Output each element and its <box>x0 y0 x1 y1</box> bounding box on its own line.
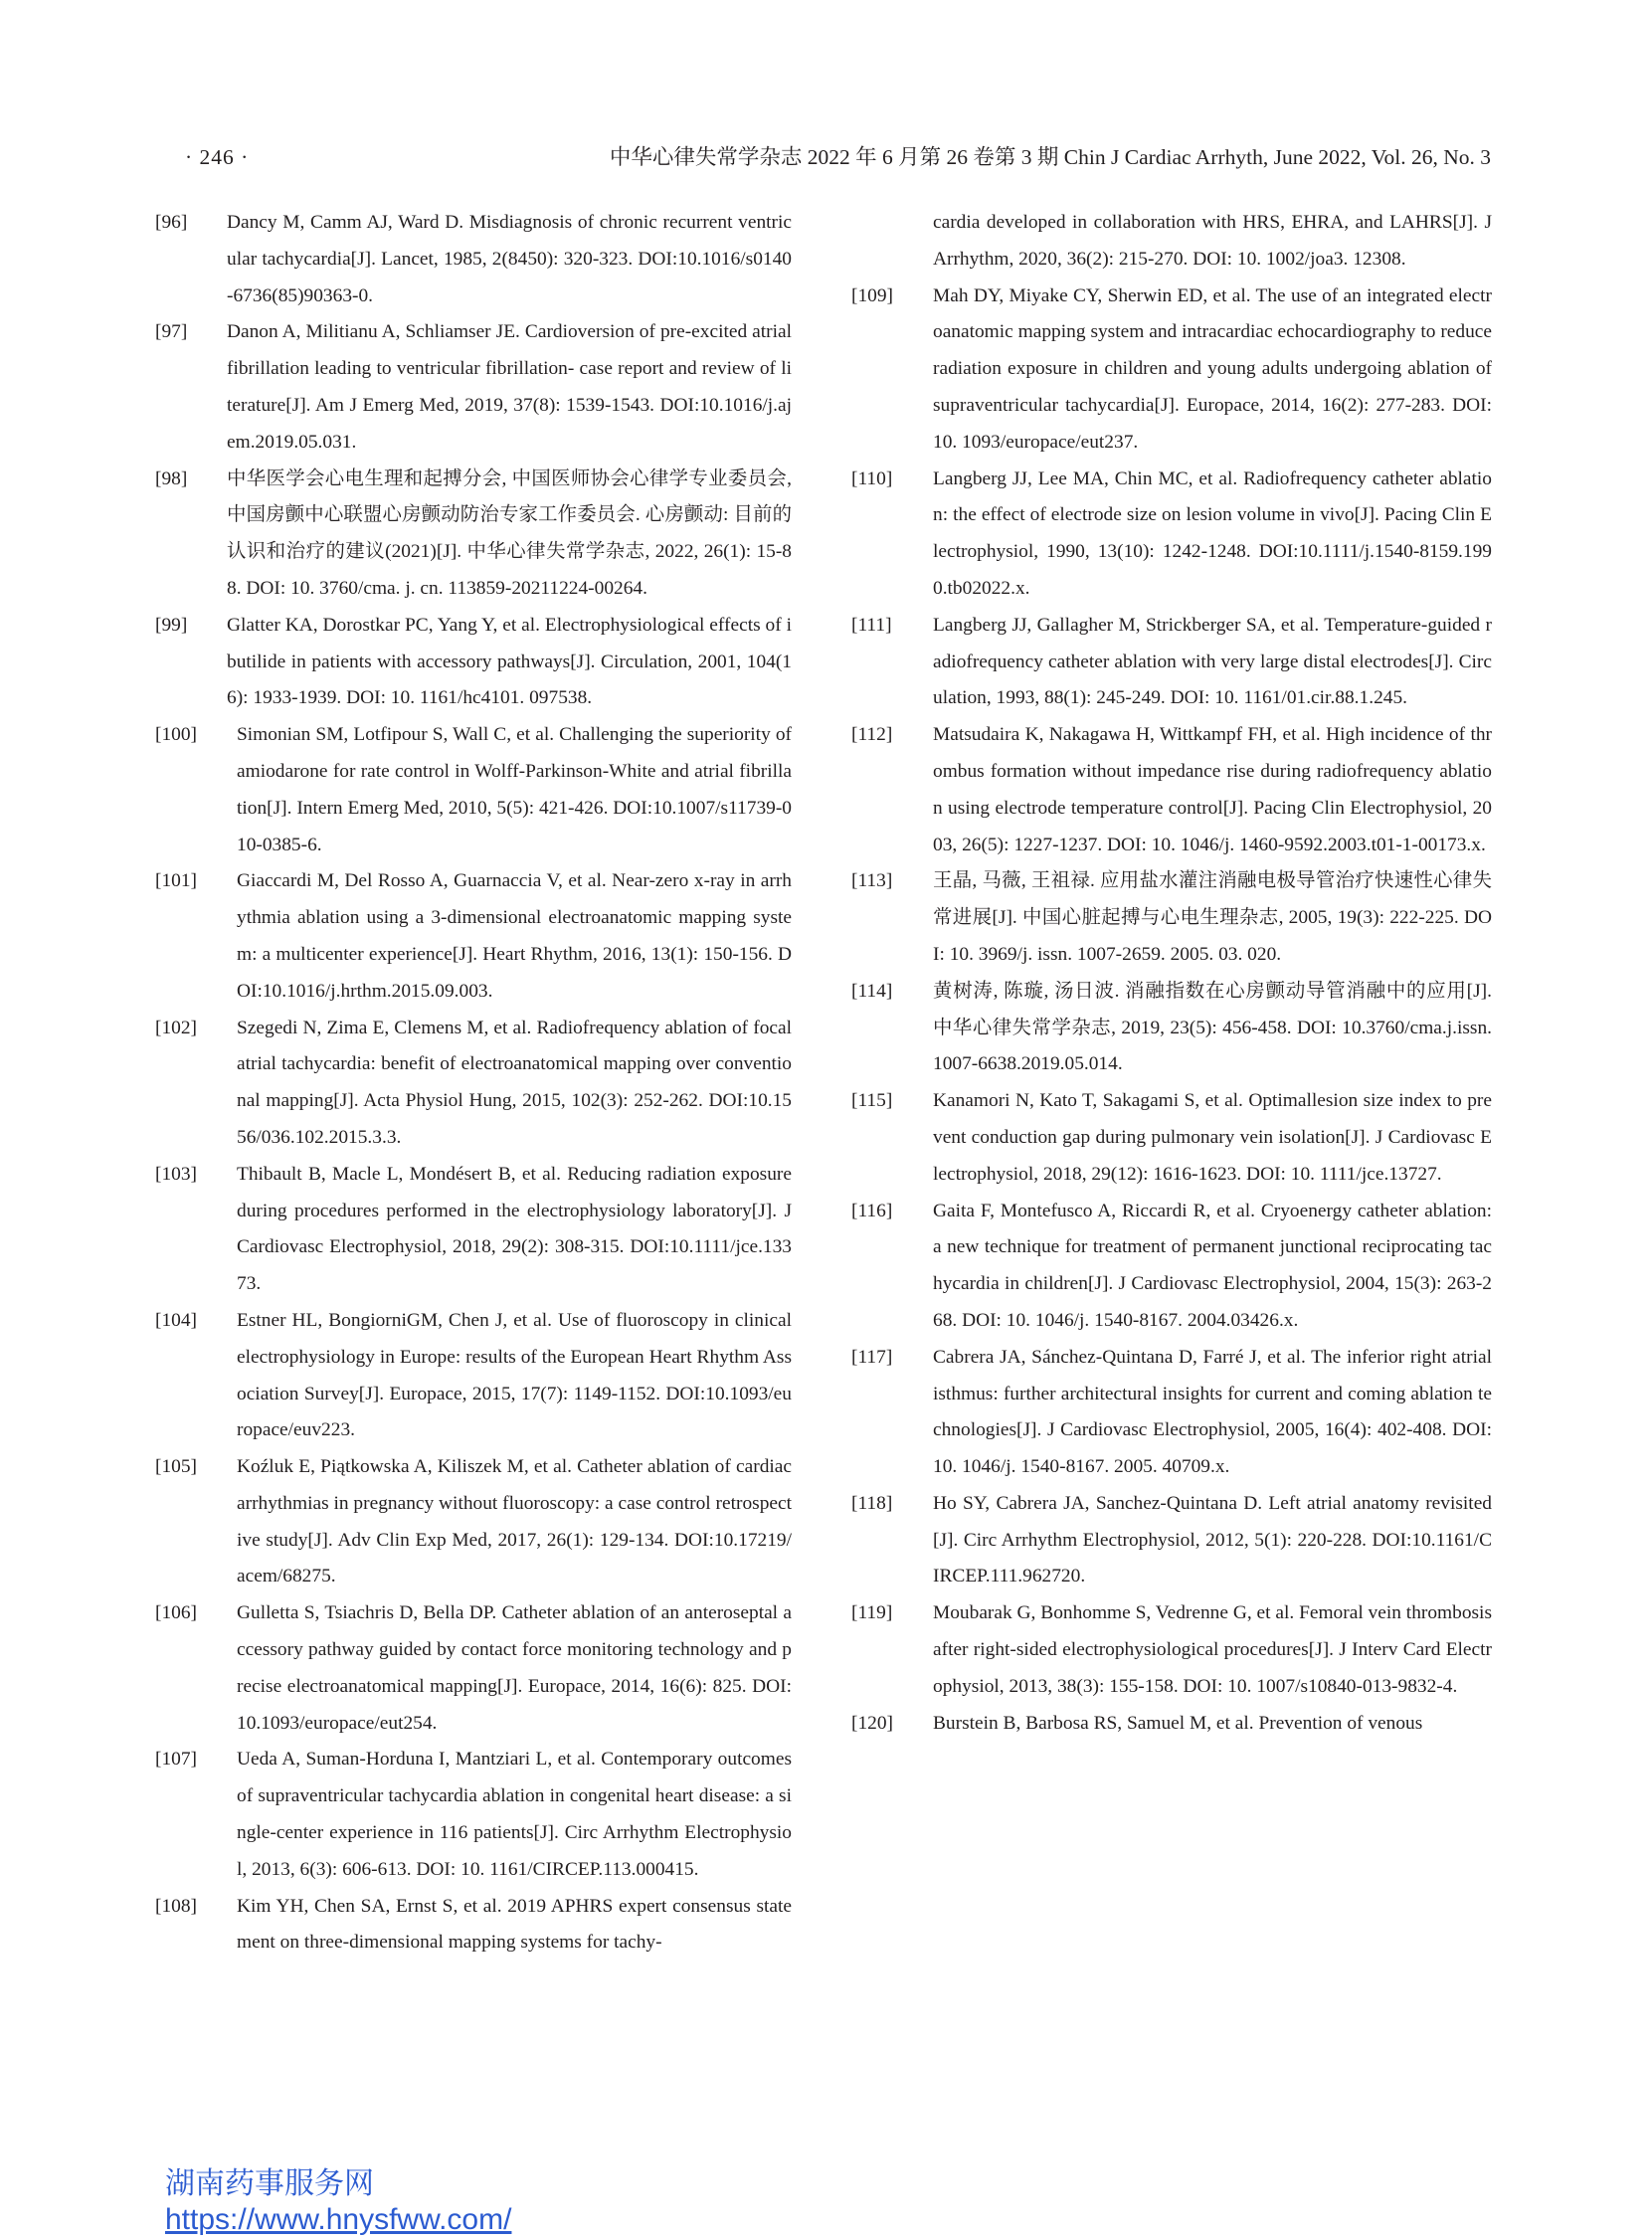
reference-number: [115] <box>851 1090 893 1112</box>
reference-text: Moubarak G, Bonhomme S, Vedrenne G, et al. Femoral vein thrombosis after right-sided electrophysiological procedures[J]. J Interv Card Electrophysiol, 2013, 38(3): 155-158. DOI: 10. 1007/s10840-013-9832-4. <box>933 1602 1492 1697</box>
reference-number: [116] <box>851 1200 893 1221</box>
reference-text: Dancy M, Camm AJ, Ward D. Misdiagnosis of chronic recurrent ventricular tachycardia[J]. Lancet, 1985, 2(8450): 320-323. DOI:10.1016/s0140-6736(85)90363-0. <box>227 212 792 306</box>
reference-number: [109] <box>851 284 894 306</box>
reference-item <box>851 279 1492 462</box>
reference-number: [108] <box>155 1895 198 1917</box>
reference-text: Gulletta S, Tsiachris D, Bella DP. Catheter ablation of an anteroseptal accessory pathway guided by contact force monitoring technology and precise electroanatomical mapping[J]. Europace, 2014, 16(6): 825. DOI:10.1093/europace/eut254. <box>237 1602 792 1734</box>
reference-number: [98] <box>155 467 188 489</box>
reference-column-left <box>155 205 792 1961</box>
reference-item <box>851 608 1492 717</box>
reference-number: [102] <box>155 1017 198 1038</box>
reference-text: Langberg JJ, Gallagher M, Strickberger SA, et al. Temperature-guided radiofrequency catheter ablation with very large distal electrodes[J]. Circulation, 1993, 88(1): 245-249. DOI: 10. 1161/01.cir.88.1.245. <box>933 614 1492 709</box>
reference-text: Ueda A, Suman-Horduna I, Mantziari L, et al. Contemporary outcomes of supraventricular tachycardia ablation in congenital heart disease: a single-center experience in 116 patients[J]. Circ Arrhythm Electrophysiol, 2013, 6(3): 606-613. DOI: 10. 1161/CIRCEP.113.000415. <box>237 1749 792 1880</box>
reference-text: Ho SY, Cabrera JA, Sanchez-Quintana D. Left atrial anatomy revisited[J]. Circ Arrhythm Electrophysiol, 2012, 5(1): 220-228. DOI:10.1161/CIRCEP.111.962720. <box>933 1492 1492 1587</box>
reference-text: Danon A, Militianu A, Schliamser JE. Cardioversion of pre-excited atrial fibrillation leading to ventricular fibrillation- case report and review of literature[J]. Am J Emerg Med, 2019, 37(8): 1539-1543. DOI:10.1016/j.ajem.2019.05.031. <box>227 321 792 453</box>
reference-text: Langberg JJ, Lee MA, Chin MC, et al. Radiofrequency catheter ablation: the effect of electrode size on lesion volume in vivo[J]. Pacing Clin Electrophysiol, 1990, 13(10): 1242-1248. DOI:10.1111/j.1540-8159.1990.tb02022.x. <box>933 467 1492 599</box>
reference-number: [96] <box>155 212 188 233</box>
reference-text: Thibault B, Macle L, Mondésert B, et al. Reducing radiation exposure during procedures performed in the electrophysiology laboratory[J]. J Cardiovasc Electrophysiol, 2018, 29(2): 308-315. DOI:10.1111/jce.13373. <box>237 1163 792 1295</box>
website-watermark <box>165 2166 511 2238</box>
reference-item <box>155 717 792 863</box>
reference-item <box>851 1083 1492 1193</box>
reference-text: Glatter KA, Dorostkar PC, Yang Y, et al. Electrophysiological effects of ibutilide in patients with accessory pathways[J]. Circulation, 2001, 104(16): 1933-1939. DOI: 10. 1161/hc4101. 097538. <box>227 614 792 709</box>
reference-number: [112] <box>851 724 893 746</box>
reference-number: [107] <box>155 1749 198 1771</box>
reference-text: Koźluk E, Piątkowska A, Kiliszek M, et al. Catheter ablation of cardiac arrhythmias in pregnancy without fluoroscopy: a case control retrospective study[J]. Adv Clin Exp Med, 2017, 26(1): 129-134. DOI:10.17219/acem/68275. <box>237 1456 792 1587</box>
reference-text: Gaita F, Montefusco A, Riccardi R, et al. Cryoenergy catheter ablation: a new technique for treatment of permanent junctional reciprocating tachycardia in children[J]. J Cardiovasc Electrophysiol, 2004, 15(3): 263-268. DOI: 10. 1046/j. 1540-8167. 2004.03426.x. <box>933 1200 1492 1331</box>
reference-item-continued <box>851 205 1492 279</box>
reference-item <box>155 863 792 1010</box>
reference-text: cardia developed in collaboration with HRS, EHRA, and LAHRS[J]. J Arrhythm, 2020, 36(2): 215-270. DOI: 10. 1002/joa3. 12308. <box>933 212 1492 270</box>
reference-item <box>851 1340 1492 1486</box>
reference-item <box>851 1486 1492 1595</box>
reference-item <box>155 462 792 608</box>
reference-number: [117] <box>851 1346 893 1368</box>
reference-text: 王晶, 马薇, 王祖禄. 应用盐水灌注消融电极导管治疗快速性心律失常进展[J]. 中国心脏起搏与心电生理杂志, 2005, 19(3): 222-225. DOI: 10. 3969/j. issn. 1007-2659. 2005. 03. 020. <box>933 870 1492 965</box>
reference-item <box>851 717 1492 863</box>
reference-number: [114] <box>851 980 893 1002</box>
reference-number: [104] <box>155 1309 198 1331</box>
reference-text: 中华医学会心电生理和起搏分会, 中国医师协会心律学专业委员会, 中国房颤中心联盟心房颤动防治专家工作委员会. 心房颤动: 目前的认识和治疗的建议(2021)[J]. 中华心律失常学杂志, 2022, 26(1): 15-88. DOI: 10. 3760/cma. j. cn. 113859-20211224-00264. <box>227 467 792 599</box>
reference-number: [120] <box>851 1712 894 1734</box>
reference-number: [100] <box>155 724 198 746</box>
reference-number: [105] <box>155 1456 198 1478</box>
reference-number: [119] <box>851 1602 893 1624</box>
reference-number: [118] <box>851 1492 893 1514</box>
reference-text: Kim YH, Chen SA, Ernst S, et al. 2019 APHRS expert consensus statement on three-dimensional mapping systems for tachy- <box>237 1895 792 1954</box>
reference-item <box>155 1011 792 1157</box>
reference-number: [101] <box>155 870 198 892</box>
reference-text: Estner HL, BongiorniGM, Chen J, et al. Use of fluoroscopy in clinical electrophysiology in Europe: results of the European Heart Rhythm Association Survey[J]. Europace, 2015, 17(7): 1149-1152. DOI:10.1093/europace/euv223. <box>237 1309 792 1441</box>
reference-text: Szegedi N, Zima E, Clemens M, et al. Radiofrequency ablation of focal atrial tachycardia: benefit of electroanatomical mapping over conventional mapping[J]. Acta Physiol Hung, 2015, 102(3): 252-262. DOI:10.1556/036.102.2015.3.3. <box>237 1017 792 1148</box>
reference-item <box>851 863 1492 973</box>
reference-text: Kanamori N, Kato T, Sakagami S, et al. Optimallesion size index to prevent conduction gap during pulmonary vein isolation[J]. J Cardiovasc Electrophysiol, 2018, 29(12): 1616-1623. DOI: 10. 1111/jce.13727. <box>933 1090 1492 1185</box>
reference-text: Burstein B, Barbosa RS, Samuel M, et al. Prevention of venous <box>933 1712 1423 1734</box>
reference-item <box>155 1889 792 1962</box>
reference-text: Simonian SM, Lotfipour S, Wall C, et al. Challenging the superiority of amiodarone for rate control in Wolff-Parkinson-White and atrial fibrillation[J]. Intern Emerg Med, 2010, 5(5): 421-426. DOI:10.1007/s11739-010-0385-6. <box>237 724 792 855</box>
reference-item <box>851 974 1492 1083</box>
journal-running-title: 中华心律失常学杂志 2022 年 6 月第 26 卷第 3 期 Chin J Cardiac Arrhyth, June 2022, Vol. 26, No. 3 <box>609 145 1491 169</box>
reference-item <box>851 1194 1492 1340</box>
reference-number: [113] <box>851 870 893 892</box>
reference-item <box>155 205 792 314</box>
reference-number: [99] <box>155 614 188 636</box>
reference-item <box>155 1742 792 1888</box>
reference-item <box>155 1449 792 1595</box>
reference-number: [111] <box>851 614 892 636</box>
reference-text: Matsudaira K, Nakagawa H, Wittkampf FH, et al. High incidence of thrombus formation without impedance rise during radiofrequency ablation using electrode temperature control[J]. Pacing Clin Electrophysiol, 2003, 26(5): 1227-1237. DOI: 10. 1046/j. 1460-9592.2003.t01-1-00173.x. <box>933 724 1492 855</box>
page-header <box>185 137 1491 177</box>
page-number: · 246 · <box>185 145 250 169</box>
reference-item <box>155 1157 792 1303</box>
reference-item <box>851 462 1492 608</box>
reference-number: [103] <box>155 1163 198 1185</box>
reference-text: Cabrera JA, Sánchez-Quintana D, Farré J, et al. The inferior right atrial isthmus: further architectural insights for current and coming ablation technologies[J]. J Cardiovasc Electrophysiol, 2005, 16(4): 402-408. DOI: 10. 1046/j. 1540-8167. 2005. 40709.x. <box>933 1346 1492 1478</box>
reference-item <box>155 1303 792 1449</box>
reference-text: Giaccardi M, Del Rosso A, Guarnaccia V, et al. Near-zero x-ray in arrhythmia ablation using a 3-dimensional electroanatomic mapping system: a multicenter experience[J]. Heart Rhythm, 2016, 13(1): 150-156. DOI:10.1016/j.hrthm.2015.09.003. <box>237 870 792 1002</box>
reference-item <box>155 1595 792 1742</box>
watermark-site-name: 湖南药事服务网 <box>165 2166 374 2201</box>
reference-item <box>851 1706 1492 1743</box>
reference-number: [97] <box>155 321 188 343</box>
reference-number: [106] <box>155 1602 198 1624</box>
reference-column-right <box>851 205 1492 1742</box>
watermark-site-url[interactable]: https://www.hnysfww.com/ <box>165 2203 512 2236</box>
reference-text: Mah DY, Miyake CY, Sherwin ED, et al. The use of an integrated electroanatomic mapping system and intracardiac echocardiography to reduce radiation exposure in children and young adults undergoing ablation of supraventricular tachycardia[J]. Europace, 2014, 16(2): 277-283. DOI: 10. 1093/europace/eut237. <box>933 284 1492 453</box>
reference-item <box>851 1595 1492 1705</box>
reference-item <box>155 608 792 717</box>
reference-text: 黄树涛, 陈璇, 汤日波. 消融指数在心房颤动导管消融中的应用[J]. 中华心律失常学杂志, 2019, 23(5): 456-458. DOI: 10.3760/cma.j.issn.1007-6638.2019.05.014. <box>933 980 1492 1075</box>
reference-item <box>155 314 792 461</box>
reference-number: [110] <box>851 467 893 489</box>
